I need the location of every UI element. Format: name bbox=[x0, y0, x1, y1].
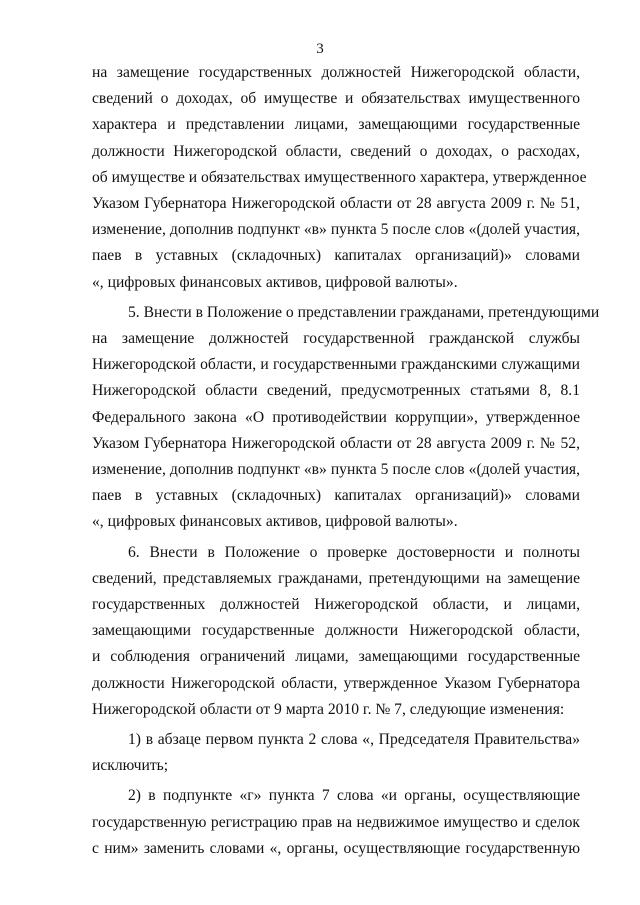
paragraph-p5 bbox=[92, 783, 580, 862]
document-body bbox=[92, 60, 600, 862]
text-line: «, цифровых финансовых активов, цифровой валюты». bbox=[92, 273, 458, 291]
text-line: 1) в абзаце первом пункта 2 слова «, Председателя Правительства» bbox=[128, 731, 580, 749]
text-line: 5. Внести в Положение о представлении гражданами, претендующими bbox=[128, 303, 600, 321]
text-line: на замещение должностей государственной гражданской службы bbox=[92, 330, 580, 348]
text-line: Нижегородской области от 9 марта 2010 г. № 7, следующие изменения: bbox=[92, 700, 565, 718]
text-line: государственную регистрацию прав на недвижимое имущество и сделок bbox=[92, 813, 580, 831]
text-line: Указом Губернатора Нижегородской области от 28 августа 2009 г. № 52, bbox=[92, 434, 580, 452]
text-line: «, цифровых финансовых активов, цифровой валюты». bbox=[92, 513, 458, 531]
text-line: изменение, дополнив подпункт «в» пункта 5 после слов «(долей участия, bbox=[92, 461, 580, 479]
text-line: государственных должностей Нижегородской области, и лицами, bbox=[92, 596, 580, 614]
paragraph-p1 bbox=[92, 60, 587, 296]
text-line: замещающими государственные должности Нижегородской области, bbox=[92, 622, 580, 640]
text-line: Нижегородской области сведений, предусмотренных статьями 8, 8.1 bbox=[92, 382, 580, 400]
text-line: сведений о доходах, об имуществе и обязательствах имущественного bbox=[92, 90, 580, 108]
page-number: 3 bbox=[316, 41, 324, 57]
text-line: об имуществе и обязательствах имущественного характера, утвержденное bbox=[92, 168, 587, 186]
text-line: изменение, дополнив подпункт «в» пункта 5 после слов «(долей участия, bbox=[92, 221, 580, 239]
text-line: паев в уставных (складочных) капиталах организаций)» словами bbox=[92, 487, 580, 505]
text-line: Указом Губернатора Нижегородской области от 28 августа 2009 г. № 51, bbox=[92, 195, 580, 213]
paragraph-p2 bbox=[92, 300, 600, 536]
text-line: сведений, представляемых гражданами, претендующими на замещение bbox=[92, 569, 580, 587]
text-line: характера и представлении лицами, замещающими государственные bbox=[92, 116, 580, 134]
text-line: и соблюдения ограничений лицами, замещающими государственные bbox=[92, 648, 580, 666]
text-line: 2) в подпункте «г» пункта 7 слова «и органы, осуществляющие bbox=[128, 787, 580, 805]
text-line: должности Нижегородской области, сведений о доходах, о расходах, bbox=[92, 142, 580, 160]
text-line: 6. Внести в Положение о проверке достоверности и полноты bbox=[128, 543, 580, 561]
text-line: Нижегородской области, и государственными гражданскими служащими bbox=[92, 356, 580, 374]
text-line: на замещение государственных должностей Нижегородской области, bbox=[92, 64, 580, 81]
paragraph-p4 bbox=[92, 727, 580, 779]
text-line: должности Нижегородской области, утвержденное Указом Губернатора bbox=[92, 674, 580, 692]
text-line: Федерального закона «О противодействии коррупции», утвержденное bbox=[92, 408, 580, 426]
text-line: паев в уставных (складочных) капиталах организаций)» словами bbox=[92, 247, 580, 265]
text-line: с ним» заменить словами «, органы, осуществляющие государственную bbox=[92, 839, 580, 857]
paragraph-p3 bbox=[92, 540, 580, 723]
text-line: исключить; bbox=[92, 757, 169, 775]
